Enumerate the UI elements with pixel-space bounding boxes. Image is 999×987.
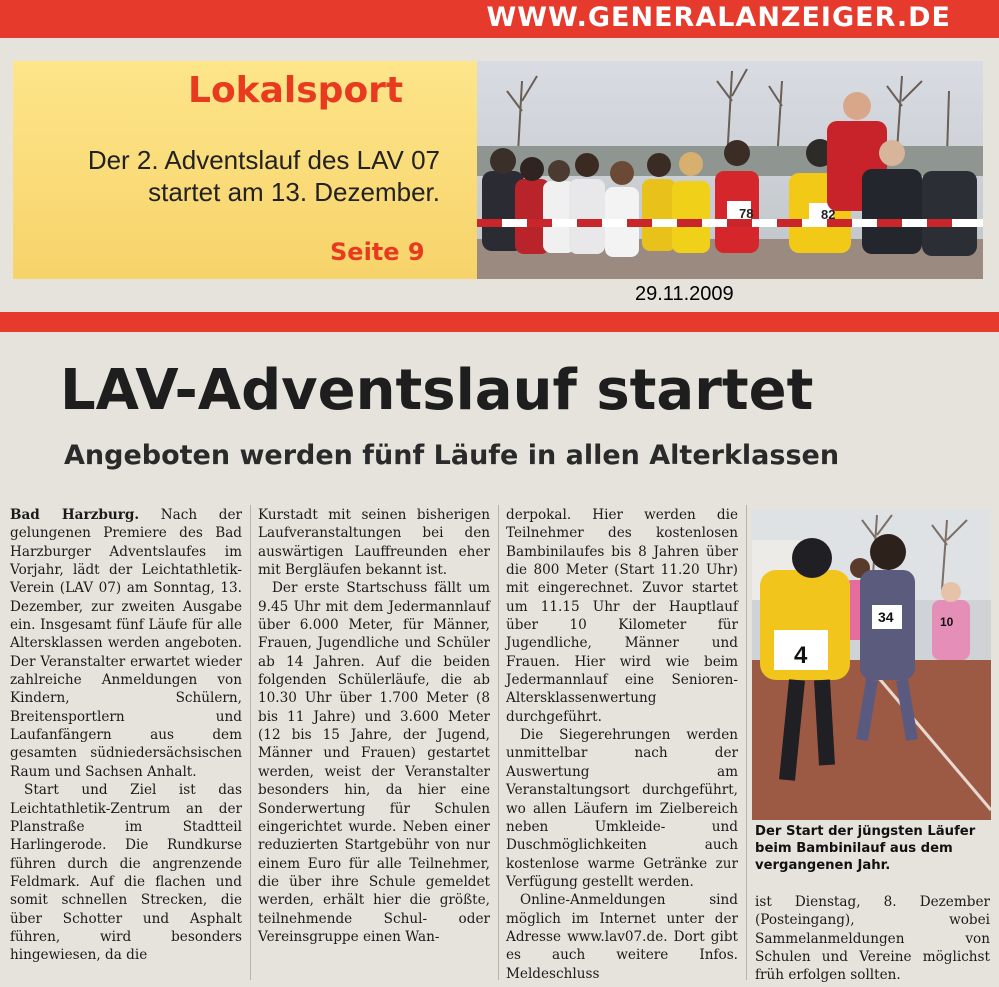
paragraph: Die Siegerehrungen werden unmittelbar nach der Auswertung am Veranstaltungsort durchgeführt, wo allen Läufern im Zielbereich neben Umkleide- und Duschmöglichkeiten auch kostenlose warme Getränke zur Verfügung gestellt werden. [506,727,738,890]
teaser-line-1: Der 2. Adventslauf des LAV 07 [87,145,440,175]
column-rule [250,505,251,980]
paragraph: Online-Anmeldungen sind möglich im Internet unter der Adresse www.lav07.de. Dort gibt es auch weitere Infos. Meldeschluss [506,892,738,982]
article-photo-image [752,510,991,820]
article-headline: LAV-Adventslauf startet [60,358,814,423]
paragraph: derpokal. Hier werden die Teilnehmer des kostenlosen Bambinilaufes bis 8 Jahren über die 800 Meter (Start 11.20 Uhr) mit eingerechnet. Zuvor startet um 11.15 Uhr der Hauptlauf über 10 Kilometer für Jugendliche, Männer und Frauen. Hier wird wie beim Jedermannlauf eine Senioren-Altersklassenwertung durchgeführt. [506,507,738,725]
site-url: WWW.GENERALANZEIGER.DE [486,2,951,33]
paragraph: Kurstadt mit seinen bisherigen Laufveranstaltungen bei den auswärtigen Lauffreunden eher mit Bergläufen bekannt ist. [258,507,490,579]
article-column-4 [755,893,990,985]
paragraph: ist Dienstag, 8. Dezember (Posteingang), wobei Sammelanmeldungen von Schulen und Vereine möglichst früh erfolgen sollten. [755,894,990,984]
column-rule [746,505,747,980]
paragraph: Nach der gelungenen Premiere des Bad Harzburger Adventslaufes im Vorjahr, lädt der Leichtathletik-Verein (LAV 07) am Sonntag, 13. Dezember, zur zweiten Ausgabe ein. Insgesamt fünf Läufe für alle Altersklassen werden angeboten. Der Veranstalter erwartet wieder zahlreiche Anmeldungen von Kindern, Schülern, Breitensportlern und Laufanfängern aus dem gesamten südniedersächsischen Raum und Sachsen Anhalt. [10,507,242,780]
teaser-page-ref: Seite 9 [330,238,425,266]
teaser-line-2: startet am 13. Dezember. [148,177,440,207]
teaser-photo-image [477,61,983,279]
bib-number: 4 [794,642,808,669]
bib-number: 34 [878,609,894,625]
paragraph: Start und Ziel ist das Leichtathletik-Zentrum an der Planstraße im Stadtteil Harlingerode. Die Rundkurse führen durch die angrenzende Feldmark. Auf die flachen und somit schnellen Strecken, die über Schotter und Asphalt führen, wird besonders hingewiesen, da die [10,782,242,964]
article-column-3 [506,506,738,983]
issue-date: 29.11.2009 [635,283,734,305]
column-rule [498,505,499,980]
article-column-2 [258,506,490,946]
teaser-photo [477,61,983,279]
dateline: Bad Harzburg. [10,507,140,523]
photo-caption: Der Start der jüngsten Läufer beim Bambinilauf aus dem vergangenen Jahr. [755,824,976,873]
bib-number: 82 [821,207,836,222]
paragraph: Der erste Startschuss fällt um 9.45 Uhr mit dem Jedermannlauf über 6.000 Meter, für Männer, Frauen, Jugendliche und Schüler ab 14 Jahren. Auf die beiden folgenden Schülerläufe, die ab 10.30 Uhr über 1.700 Meter (8 bis 11 Jahre) und 3.600 Meter (12 bis 15 Jahre, der Jugend, Männer und Frauen) gestartet werden, weist der Veranstalter besonders hin, da hier eine Sonderwertung für Schulen eingerichtet wurde. Neben einer reduzierten Startgebühr von nur einem Euro für alle Teilnehmer, die über ihre Schule gemeldet werden, erhält hier die größte, teilnehmende Schul- oder Vereinsgruppe einen Wan- [258,580,490,945]
section-divider [0,312,999,332]
article-column-1 [10,506,242,965]
article-subheadline: Angeboten werden fünf Läufe in allen Alterklassen [64,440,840,471]
bib-number: 78 [739,206,754,221]
teaser-title: Lokalsport [188,70,404,111]
bib-number: 10 [940,615,954,629]
article-photo [752,510,991,820]
